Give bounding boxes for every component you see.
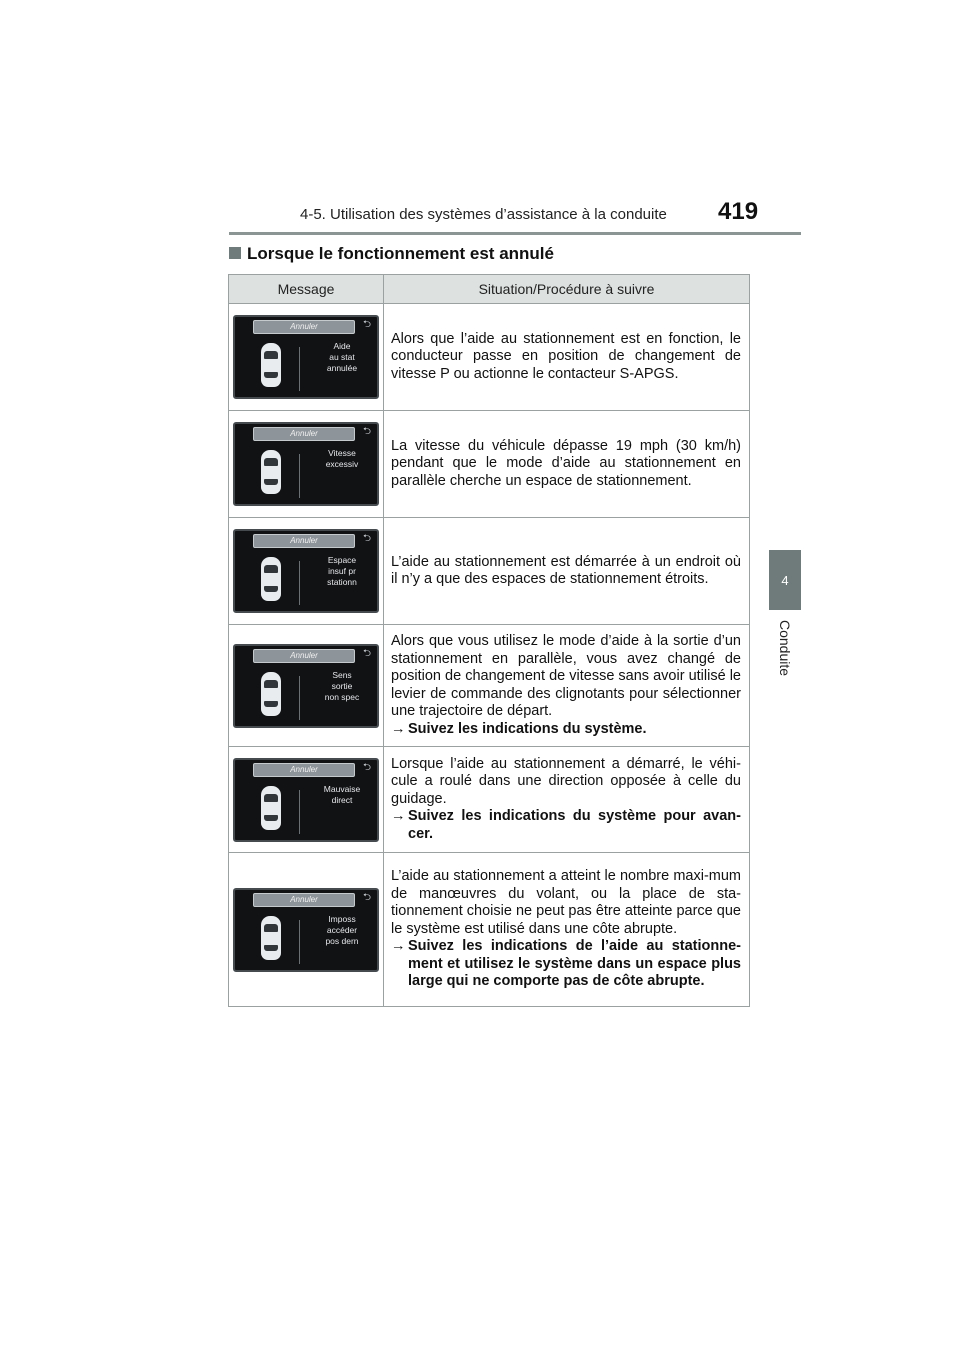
message-cell (229, 853, 384, 1007)
message-cell (229, 747, 384, 853)
situation-text: Lorsque l’aide au stationnement a démarré, le véhi-cule a roulé dans une direction opposée à celle du guidage. (391, 755, 741, 807)
back-arrow-icon: ⮌ (362, 647, 371, 659)
display-screen-image (233, 422, 379, 506)
instruction-line (391, 938, 741, 991)
arrow-right-icon: → (391, 808, 406, 825)
instruction-text: Suivez les indications du système. (408, 720, 647, 737)
screen-message: Mauvaise direct (323, 783, 361, 805)
screen-cancel-button: Annuler (253, 534, 355, 548)
table-row (229, 853, 750, 1007)
car-icon (261, 672, 281, 716)
screen-divider (299, 561, 300, 605)
situation-cell (384, 625, 750, 747)
car-icon (261, 916, 281, 960)
situation-text: Alors que vous utilisez le mode d’aide à la sortie d’un stationnement en parallèle, vous avez changé de position de changement de vitesse sans avoir utilisé le levier de commande des clignotants pour sélectionner une trajectoire de départ. (391, 633, 741, 719)
instruction-line (391, 721, 741, 739)
back-arrow-icon: ⮌ (362, 761, 371, 773)
screen-cancel-button: Annuler (253, 763, 355, 777)
chapter-tab-number: 4 (781, 572, 789, 588)
screen-message: Sens sortie non spec (324, 669, 360, 702)
message-cell (229, 304, 384, 411)
car-icon (261, 343, 281, 387)
car-icon (261, 450, 281, 494)
section-heading-text: Lorsque le fonctionnement est annulé (247, 244, 554, 263)
screen-message: Imposs accéder pos dern (325, 913, 359, 946)
screen-divider (299, 920, 300, 964)
screen-divider (299, 676, 300, 720)
situation-cell (384, 747, 750, 853)
message-cell (229, 411, 384, 518)
cancel-messages-table (228, 274, 750, 1007)
screen-cancel-button: Annuler (253, 320, 355, 334)
table-row (229, 411, 750, 518)
page-number: 419 (718, 198, 759, 225)
chapter-side-label (762, 618, 808, 678)
display-screen-image (233, 315, 379, 399)
screen-cancel-button: Annuler (253, 427, 355, 441)
screen-divider (299, 454, 300, 498)
message-cell (229, 518, 384, 625)
screen-cancel-button: Annuler (253, 649, 355, 663)
screen-message: Aide au stat annulée (326, 341, 358, 373)
screen-cancel-button: Annuler (253, 893, 355, 907)
situation-cell (384, 853, 750, 1007)
back-arrow-icon: ⮌ (362, 426, 371, 437)
display-screen-image (233, 644, 379, 728)
back-arrow-icon: ⮌ (362, 319, 371, 330)
table-header-row (229, 275, 750, 304)
square-bullet-icon (229, 247, 241, 259)
instruction-text: Suivez les indications de l’aide au stationne-ment et utilisez le système dans un espace plus large qui ne comporte pas de côte abrupte. (408, 938, 741, 990)
situation-cell (384, 304, 750, 411)
column-header-message: Message (229, 275, 384, 304)
screen-divider (299, 347, 300, 391)
car-icon (261, 786, 281, 830)
section-heading (229, 244, 554, 264)
arrow-right-icon: → (391, 938, 406, 955)
instruction-text: Suivez les indications du système pour avan-cer. (408, 808, 741, 842)
display-screen-image (233, 758, 379, 842)
message-cell (229, 625, 384, 747)
header-divider (229, 232, 801, 235)
situation-text: L’aide au stationnement a atteint le nombre maxi-mum de manœuvres du volant, ou la place de sta-tionnement choisie ne peut pas être atteinte parce que le système est utilisé dans une côte abrupte. (391, 868, 741, 937)
instruction-line (391, 808, 741, 843)
car-icon (261, 557, 281, 601)
arrow-right-icon: → (391, 720, 406, 737)
table-row (229, 747, 750, 853)
display-screen-image (233, 888, 379, 972)
chapter-tab (769, 550, 801, 610)
screen-divider (299, 790, 300, 834)
column-header-situation: Situation/Procédure à suivre (384, 275, 750, 304)
screen-message: Espace insuf pr stationn (327, 555, 357, 587)
situation-text: L’aide au stationnement est démarrée à un endroit où il n’y a que des espaces de stationnement étroits. (391, 553, 741, 587)
chapter-title: 4-5. Utilisation des systèmes d’assistance à la conduite (300, 206, 667, 223)
back-arrow-icon: ⮌ (362, 891, 371, 903)
table-row (229, 304, 750, 411)
chapter-side-label-text: Conduite (777, 619, 794, 677)
situation-cell (384, 411, 750, 518)
table-row (229, 625, 750, 747)
situation-cell (384, 518, 750, 625)
situation-text: Alors que l’aide au stationnement est en fonction, le conducteur passe en position de changement de vitesse P ou actionne le contacteur S-APGS. (391, 330, 741, 382)
table-row (229, 518, 750, 625)
screen-message: Vitesse excessiv (325, 448, 359, 469)
display-screen-image (233, 529, 379, 613)
back-arrow-icon: ⮌ (362, 533, 371, 544)
situation-text: La vitesse du véhicule dépasse 19 mph (30 km/h) pendant que le mode d’aide au stationnement en parallèle cherche un espace de stationnement. (391, 437, 741, 489)
